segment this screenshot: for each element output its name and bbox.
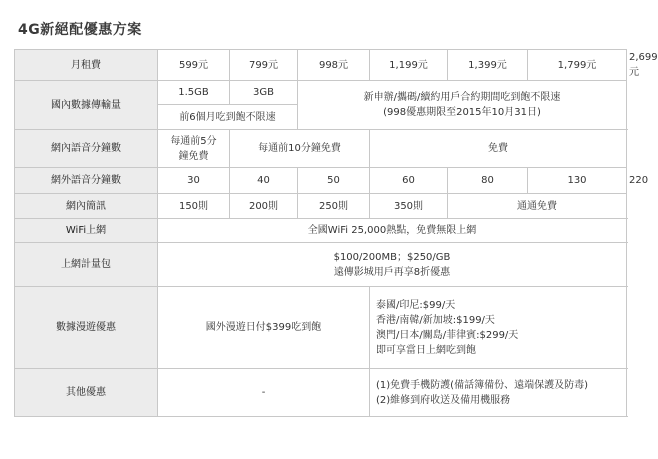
table-row-monthly-fee: 月租費 599元 799元 998元 1,199元 1,399元 1,799元 2,699元 xyxy=(15,50,627,81)
fee-cell: 799元 xyxy=(230,50,298,81)
table-row-wifi xyxy=(15,219,627,243)
other-line-1: (1)免費手機防護(備話簿備份、遠端保護及防毒) xyxy=(376,379,588,391)
fee-cell: 1,199元 xyxy=(370,50,448,81)
onnet-voice-line-1: 每通前5分 xyxy=(170,135,217,147)
plan-comparison-table xyxy=(14,49,658,417)
offnet-cell: 30 xyxy=(158,168,230,194)
sms-cell: 200則 xyxy=(230,194,298,219)
row-label-other: 其他優惠 xyxy=(15,369,158,417)
table-row-data-pack xyxy=(15,243,627,287)
row-label-roaming: 數據漫遊優惠 xyxy=(15,287,158,369)
onnet-voice-cell-free: 免費 xyxy=(370,130,627,168)
row-label-monthly-fee: 月租費 xyxy=(15,50,158,81)
first-six-months-cell: 前6個月吃到飽不限速 xyxy=(158,105,298,130)
roaming-line-2: 香港/南韓/新加坡:$199/天 xyxy=(376,314,495,326)
roaming-line-1: 泰國/印尼:$99/天 xyxy=(376,299,456,311)
wifi-cell: 全國WiFi 25,000熱點，免費無限上網 xyxy=(158,219,627,243)
onnet-voice-line-2: 鐘免費 xyxy=(178,150,209,162)
sms-free-cell: 通通免費 xyxy=(448,194,627,219)
fee-cell: 599元 xyxy=(158,50,230,81)
row-label-data-pack: 上網計量包 xyxy=(15,243,158,287)
offnet-cell: 80 xyxy=(448,168,528,194)
data-cell-3gb: 3GB xyxy=(230,81,298,105)
sms-cell: 350則 xyxy=(370,194,448,219)
offnet-cell: 60 xyxy=(370,168,448,194)
data-pack-line-2: 遠傳影城用戶再享8折優惠 xyxy=(333,266,451,278)
table-row-domestic-data xyxy=(15,81,627,105)
row-label-domestic-data: 國內數據傳輸量 xyxy=(15,81,158,130)
roaming-regions-cell xyxy=(370,287,627,369)
table-row-onnet-voice xyxy=(15,130,627,168)
table-row-roaming xyxy=(15,287,627,369)
offnet-cell: 130 xyxy=(528,168,627,194)
onnet-voice-cell-2: 每通前10分鐘免費 xyxy=(230,130,370,168)
unlimited-line-1: 新申辦/攜碼/續約用戶合約期間吃到飽不限速 xyxy=(363,92,561,103)
unlimited-line-2: (998優惠期限至2015年10月31日) xyxy=(383,107,541,118)
fee-cell: 1,799元 xyxy=(528,50,627,81)
data-unlimited-cell xyxy=(298,81,627,130)
row-label-wifi: WiFi上網 xyxy=(15,219,158,243)
other-benefits-cell xyxy=(370,369,627,417)
offnet-cell: 50 xyxy=(298,168,370,194)
table-row-offnet-voice: 網外語音分鐘數 30 40 50 60 80 130 220 xyxy=(15,168,627,194)
offnet-cell: 40 xyxy=(230,168,298,194)
page-title: 4G新絕配優惠方案 xyxy=(18,22,142,38)
roaming-line-4: 即可享當日上網吃到飽 xyxy=(376,344,476,356)
data-pack-cell xyxy=(158,243,627,287)
row-label-onnet-sms: 網內簡訊 xyxy=(15,194,158,219)
roaming-daily-cell: 國外漫遊日付$399吃到飽 xyxy=(158,287,370,369)
row-label-onnet-voice: 網內語音分鐘數 xyxy=(15,130,158,168)
fee-cell: 1,399元 xyxy=(448,50,528,81)
sms-cell: 250則 xyxy=(298,194,370,219)
table-row-onnet-sms xyxy=(15,194,627,219)
other-left-cell: - xyxy=(158,369,370,417)
roaming-line-3: 澳門/日本/關島/菲律賓:$299/天 xyxy=(376,329,519,341)
onnet-voice-cell-1 xyxy=(158,130,230,168)
row-label-offnet-voice: 網外語音分鐘數 xyxy=(15,168,158,194)
sms-cell: 150則 xyxy=(158,194,230,219)
table-row-other xyxy=(15,369,627,417)
data-pack-line-1: $100/200MB；$250/GB xyxy=(333,251,451,263)
other-line-2: (2)維修到府收送及備用機服務 xyxy=(376,394,511,406)
data-cell-1-5gb: 1.5GB xyxy=(158,81,230,105)
fee-cell: 998元 xyxy=(298,50,370,81)
